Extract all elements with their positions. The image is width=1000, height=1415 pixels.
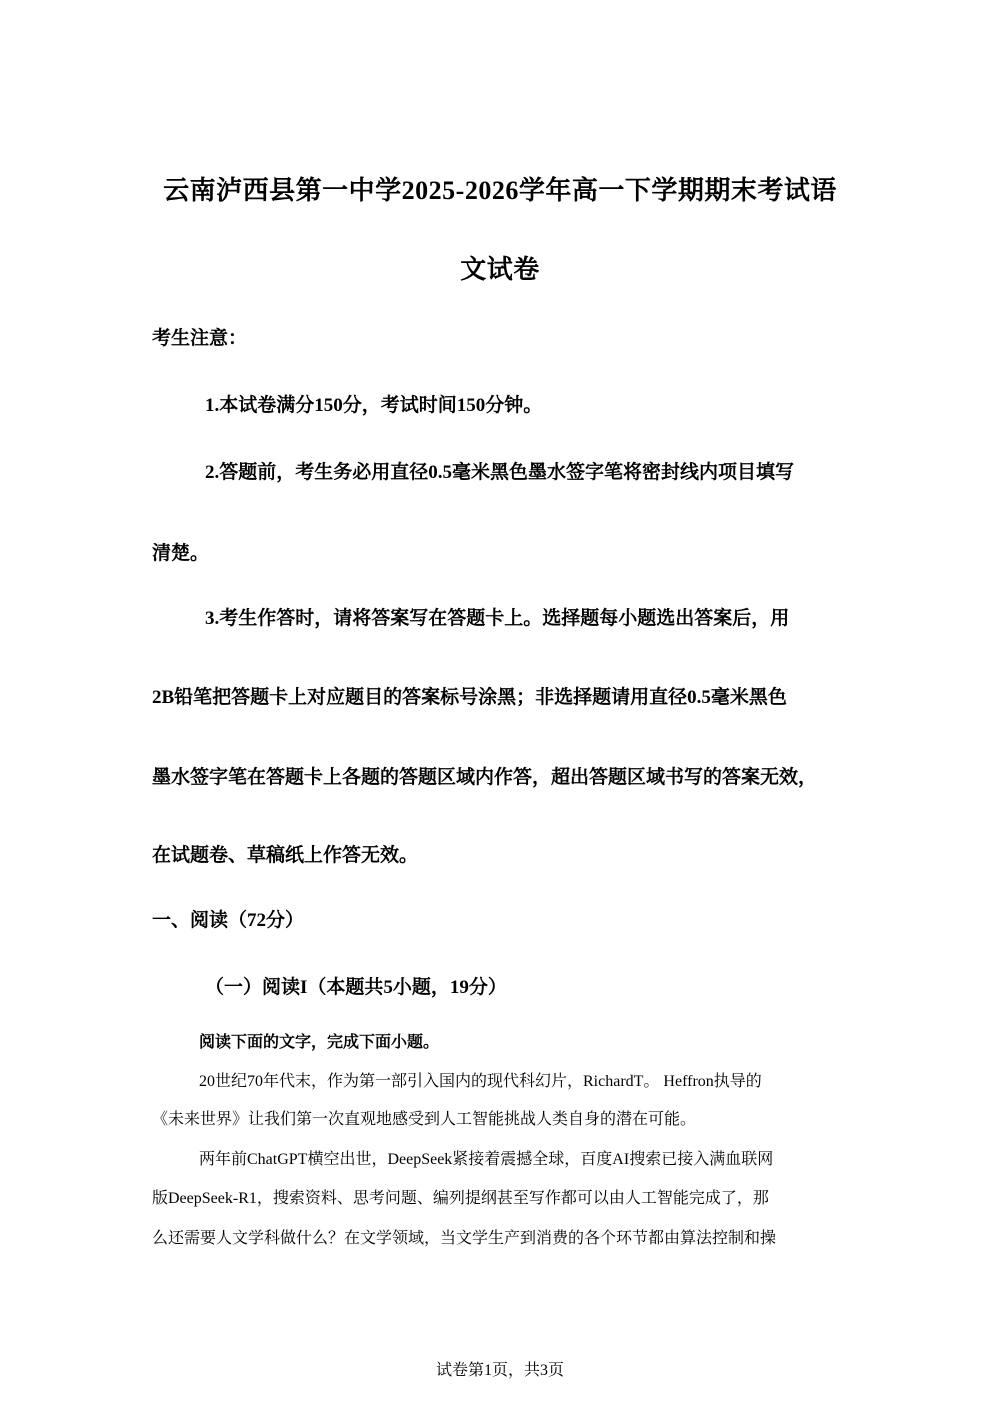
passage-para-2-line-3: 么还需要人文学科做什么？在文学领域，当文学生产到消费的各个环节都由算法控制和操 — [152, 1230, 777, 1247]
exam-title-line-2: 文试卷 — [460, 255, 540, 284]
reading-instruction: 阅读下面的文字，完成下面小题。 — [199, 1034, 440, 1051]
exam-title-line-1: 云南泸西县第一中学2025-2026学年高一下学期期末考试语 — [163, 176, 837, 205]
notice-item-3-line-2: 2B铅笔把答题卡上对应题目的答案标号涂黑；非选择题请用直径0.5毫米黑色 — [152, 687, 787, 708]
page-footer: 试卷第1页，共3页 — [435, 1362, 564, 1379]
passage-para-2-line-1: 两年前ChatGPT横空出世，DeepSeek紧接着震撼全球，百度AI搜索已接入满血联网 — [199, 1151, 774, 1168]
notice-item-2-line-1: 2.答题前，考生务必用直径0.5毫米黑色墨水签字笔将密封线内项目填写 — [205, 462, 795, 483]
passage-para-2-line-2: 版DeepSeek-R1，搜索资料、思考问题、编列提纲甚至写作都可以由人工智能完成了，那 — [152, 1190, 769, 1207]
passage-para-1-line-1: 20世纪70年代末，作为第一部引入国内的现代科幻片，RichardT。 Heffron执导的 — [199, 1073, 762, 1090]
notice-item-3-line-1: 3.考生作答时，请将答案写在答题卡上。选择题每小题选出答案后，用 — [205, 608, 790, 629]
section-heading: 一、阅读（72分） — [152, 910, 305, 931]
notice-item-3-line-4: 在试题卷、草稿纸上作答无效。 — [152, 845, 419, 866]
notice-item-2-line-2: 清楚。 — [152, 543, 210, 564]
subsection-heading: （一）阅读I（本题共5小题，19分） — [205, 977, 507, 998]
notice-item-1: 1.本试卷满分150分，考试时间150分钟。 — [205, 395, 543, 416]
notice-item-3-line-3: 墨水签字笔在答题卡上各题的答题区域内作答，超出答题区域书写的答案无效， — [152, 767, 818, 788]
notice-heading: 考生注意： — [152, 328, 248, 349]
passage-para-1-line-2: 《未来世界》让我们第一次直观地感受到人工智能挑战人类自身的潜在可能。 — [152, 1111, 697, 1128]
